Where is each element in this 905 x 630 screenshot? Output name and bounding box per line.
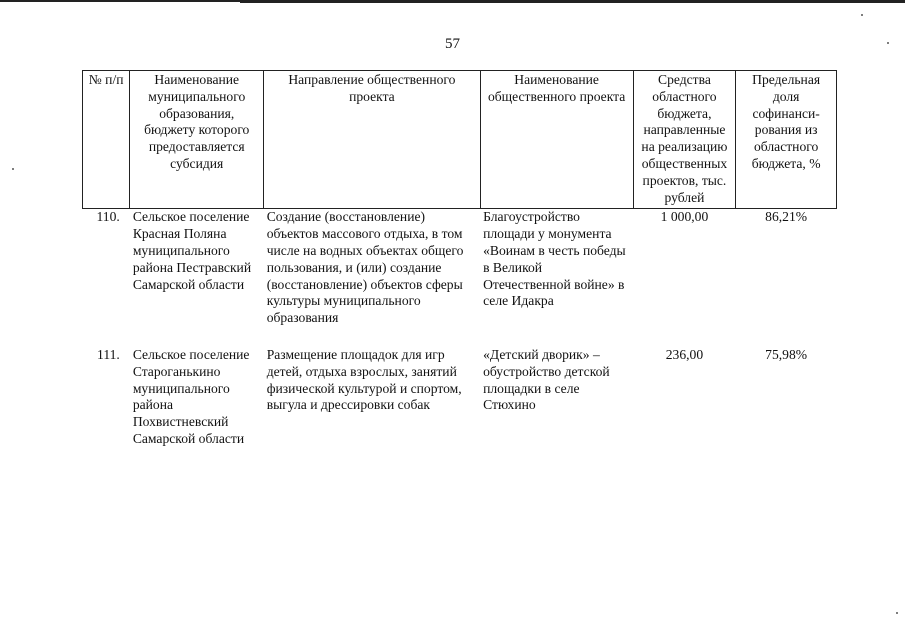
row-project: «Детский дворик» – обустройство детской площадки в селе Стюхино: [483, 346, 610, 413]
subsidy-table: [82, 70, 837, 448]
page-number: 57: [445, 36, 460, 52]
row-direction: Размещение площадок для игр детей, отдыха взрослых, занятий физической культурой и спортом, выгула и дрессировки собак: [266, 346, 462, 413]
row-direction: Создание (восстановление) объектов массового отдыха, в том числе на водных объектах общего пользования, и (или) создание (восстановление) объектов сферы культуры муниципального образования: [266, 209, 464, 326]
header-cofinancing-share: Предельная доля софинанси-рования из областного бюджета, %: [736, 71, 837, 209]
scan-speck: [861, 14, 863, 16]
scan-speck: [12, 168, 14, 170]
row-project: Благоустройство площади у монумента «Воинам в честь победы в Великой Отечественной войне» в селе Идакра: [483, 209, 626, 309]
row-amount: 236,00: [665, 346, 704, 362]
row-amount: 1 000,00: [660, 209, 709, 225]
table-header-row: [83, 71, 837, 209]
scan-top-edge-gap: [0, 2, 240, 3]
row-number: 110.: [96, 209, 120, 225]
row-spacer: [83, 327, 837, 347]
header-municipality: Наименование муниципального образования, бюджету которого предоставляется субсидия: [130, 71, 264, 209]
row-share: 86,21%: [765, 209, 808, 225]
row-municipality: Сельское поселение Красная Поляна муниципального района Пестравский Самарской области: [132, 209, 252, 292]
row-number: 111.: [97, 346, 120, 362]
row-municipality: Сельское поселение Староганькино муниципального района Похвистневский Самарской области: [132, 346, 250, 446]
header-number: № п/п: [83, 71, 130, 209]
table-row: [83, 209, 837, 327]
header-direction: Направление общественного проекта: [264, 71, 480, 209]
table-row: [83, 347, 837, 448]
scan-speck: [896, 612, 898, 614]
header-budget-funds: Средства областного бюджета, направленные на реализацию общественных проектов, тыс. рублей: [633, 71, 736, 209]
header-project-name: Наименование общественного проекта: [480, 71, 633, 209]
scan-speck: [887, 42, 889, 44]
row-share: 75,98%: [765, 346, 808, 362]
